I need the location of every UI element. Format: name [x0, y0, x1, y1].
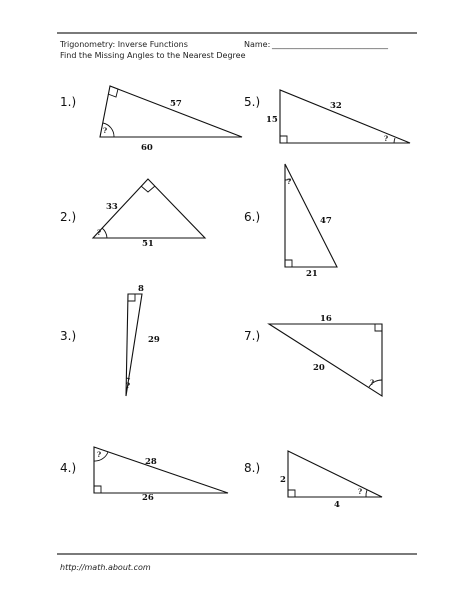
side-label: 2: [280, 475, 286, 485]
unknown-angle: ?: [287, 177, 292, 186]
unknown-angle: ?: [370, 378, 375, 387]
name-line: _____________________________: [272, 40, 388, 49]
unknown-angle: ?: [97, 450, 102, 459]
triangle-2: [93, 179, 205, 249]
right-angle-mark: [94, 486, 101, 493]
side-label: 8: [138, 284, 144, 294]
right-angle-mark: [128, 294, 135, 301]
angle-arc: [102, 228, 107, 238]
right-angle-mark: [288, 490, 295, 497]
problem-number-3: 3.): [60, 329, 77, 343]
unknown-angle: ?: [126, 381, 131, 390]
unknown-angle: ?: [103, 126, 108, 135]
unknown-angle: ?: [384, 134, 389, 143]
side-label: 57: [170, 99, 182, 109]
side-label: 33: [106, 202, 118, 212]
side-label: 16: [320, 314, 332, 324]
triangle-1: [100, 86, 242, 153]
side-label: 60: [141, 143, 153, 153]
side-label: 32: [330, 101, 342, 111]
problem-number-7: 7.): [244, 329, 261, 343]
triangle-5: [266, 90, 410, 143]
triangle-7: [269, 314, 382, 396]
triangle-6: [285, 164, 337, 279]
right-angle-mark: [285, 260, 292, 267]
problem-number-5: 5.): [244, 95, 261, 109]
triangle-4: [94, 447, 228, 503]
side-label: 20: [313, 363, 325, 373]
problem-number-2: 2.): [60, 210, 77, 224]
side-label: 4: [334, 500, 340, 510]
problem-number-6: 6.): [244, 210, 261, 224]
unknown-angle: ?: [358, 487, 363, 496]
worksheet-instructions: Find the Missing Angles to the Nearest Degree: [60, 51, 246, 60]
worksheet-title: Trigonometry: Inverse Functions: [60, 40, 188, 49]
bottom-rule: [57, 553, 417, 555]
triangle-3: [126, 284, 160, 396]
right-angle-mark: [280, 136, 287, 143]
right-angle-mark: [141, 186, 155, 192]
name-label: Name:: [244, 40, 271, 49]
side-label: 47: [320, 216, 332, 226]
angle-arc: [366, 490, 367, 497]
side-label: 28: [145, 457, 157, 467]
unknown-angle: ?: [97, 228, 102, 237]
footer-url: http://math.about.com: [60, 563, 151, 572]
side-label: 21: [306, 269, 318, 279]
problem-number-4: 4.): [60, 461, 77, 475]
side-label: 51: [142, 239, 154, 249]
side-label: 15: [266, 115, 278, 125]
right-angle-mark: [375, 324, 382, 331]
problem-number-1: 1.): [60, 95, 77, 109]
triangle-8: [280, 451, 382, 510]
angle-arc: [394, 138, 395, 143]
side-label: 26: [142, 493, 154, 503]
side-label: 29: [148, 335, 160, 345]
problem-number-8: 8.): [244, 461, 261, 475]
